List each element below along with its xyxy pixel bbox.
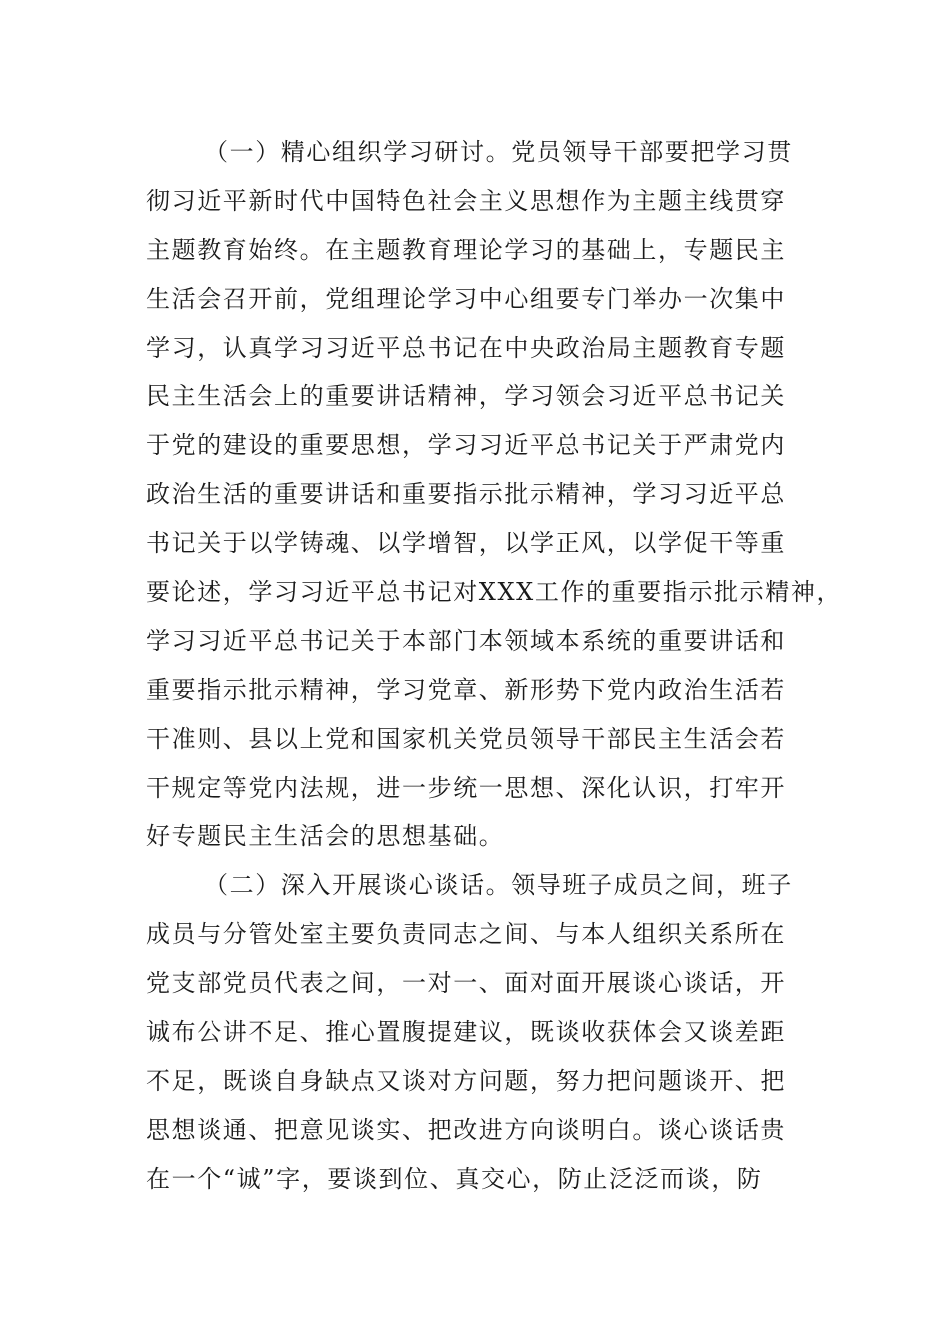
text-line: 民主生活会上的重要讲话精神，学习领会习近平总书记关 <box>146 382 786 411</box>
body-text <box>146 128 843 1204</box>
text-line: 干规定等党内法规，进一步统一思想、深化认识，打牢开 <box>146 773 786 802</box>
text-line: 党支部党员代表之间，一对一、面对面开展谈心谈话，开 <box>146 969 786 998</box>
text-line: 干准则、县以上党和国家机关党员领导干部民主生活会若 <box>146 724 786 753</box>
text-line: 学习，认真学习习近平总书记在中央政治局主题教育专题 <box>146 333 786 362</box>
text-line: 于党的建设的重要思想，学习习近平总书记关于严肃党内 <box>146 431 786 460</box>
text-line: 生活会召开前，党组理论学习中心组要专门举办一次集中 <box>146 284 786 313</box>
text-line: 思想谈通、把意见谈实、把改进方向谈明白。谈心谈话贵 <box>146 1115 786 1144</box>
text-line: 在一个“诚”字，要谈到位、真交心，防止泛泛而谈，防 <box>146 1164 763 1193</box>
paragraph-1-heading-line: （一）精心组织学习研讨。党员领导干部要把学习贯 <box>204 138 793 166</box>
text-line: 重要指示批示精神，学习党章、新形势下党内政治生活若 <box>146 675 786 704</box>
text-line: 要论述，学习习近平总书记对XXX工作的重要指示批示精神， <box>146 578 843 607</box>
text-line: 政治生活的重要讲话和重要指示批示精神，学习习近平总 <box>146 480 786 509</box>
text-line: 书记关于以学铸魂、以学增智，以学正风，以学促干等重 <box>146 529 786 558</box>
text-line: 好专题民主生活会的思想基础。 <box>146 822 505 851</box>
text-line: 成员与分管处室主要负责同志之间、与本人组织关系所在 <box>146 920 786 949</box>
text-line: 不足，既谈自身缺点又谈对方问题，努力把问题谈开、把 <box>146 1066 786 1095</box>
text-line: 诚布公讲不足、推心置腹提建议，既谈收获体会又谈差距 <box>146 1018 786 1047</box>
text-line: 学习习近平总书记关于本部门本领域本系统的重要讲话和 <box>146 626 786 655</box>
paragraph-2-heading-line: （二）深入开展谈心谈话。领导班子成员之间，班子 <box>204 871 793 900</box>
text-line: 彻习近平新时代中国特色社会主义思想作为主题主线贯穿 <box>146 186 786 215</box>
text-line: 主题教育始终。在主题教育理论学习的基础上，专题民主 <box>146 235 786 264</box>
